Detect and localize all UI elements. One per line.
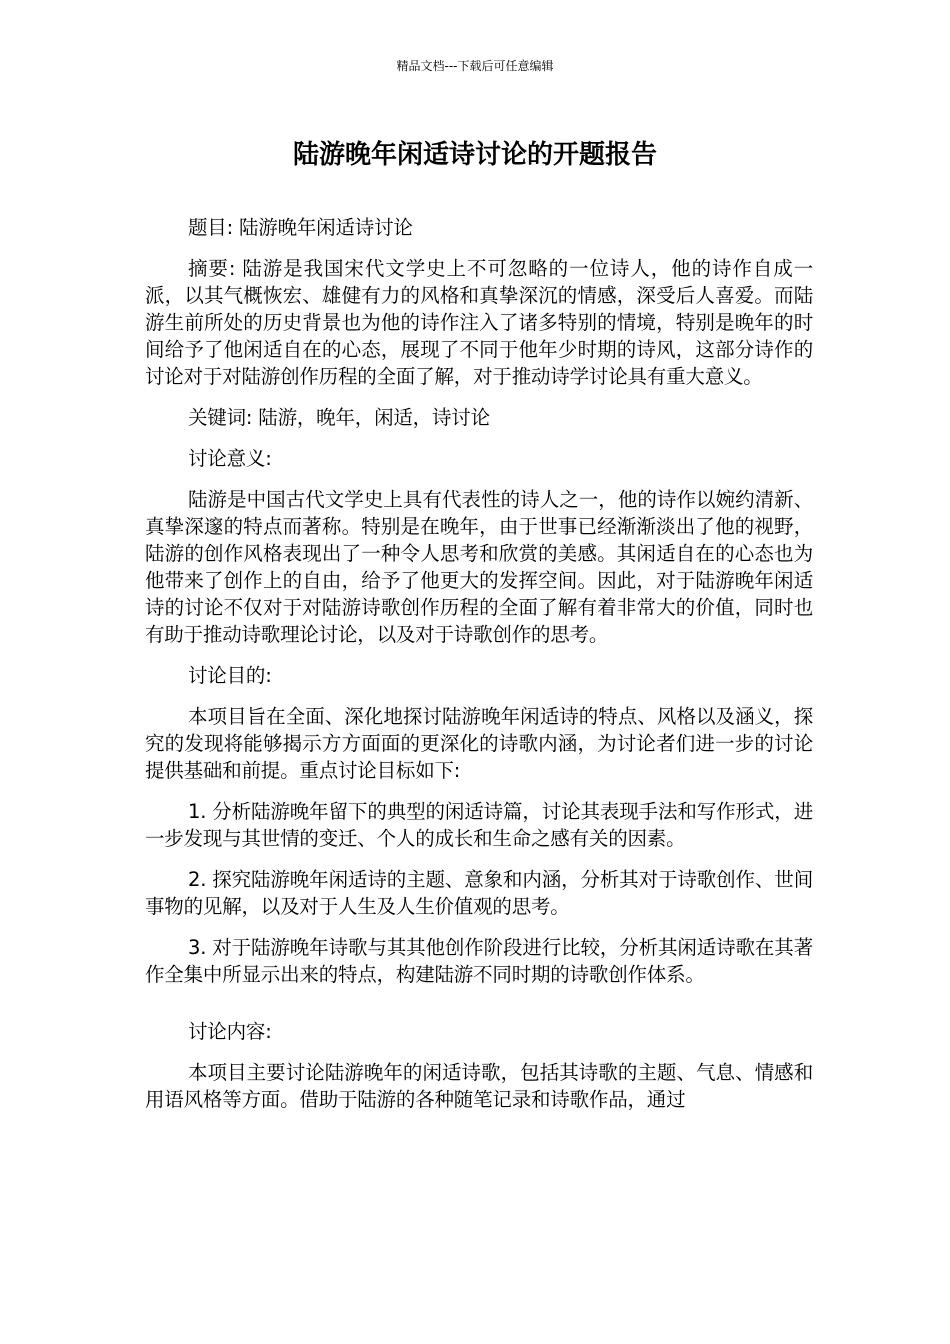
significance-heading: 讨论意义:: [188, 447, 272, 470]
document-title: 陆游晚年闲适诗讨论的开题报告: [292, 140, 657, 170]
content-heading: 讨论内容:: [188, 1020, 272, 1043]
goal-item-2: 2. 探究陆游晚年闲适诗的主题、意象和内涵，分析其对于诗歌创作、世间事物的见解，以及对于人生及人生价值观的思考。: [145, 868, 813, 918]
content-paragraph: 本项目主要讨论陆游晚年的闲适诗歌，包括其诗歌的主题、气息、情感和用语风格等方面。借助于陆游的各种随笔记录和诗歌作品，通过: [145, 1061, 813, 1111]
goal-item-3: 3. 对于陆游晚年诗歌与其其他创作阶段进行比较，分析其闲适诗歌在其著作全集中所显示出来的特点，构建陆游不同时期的诗歌创作体系。: [145, 936, 813, 986]
keywords-paragraph: 关键词: 陆游，晚年，闲适，诗讨论: [188, 406, 490, 429]
topic-paragraph: 题目: 陆游晚年闲适诗讨论: [188, 216, 413, 239]
abstract-paragraph: 摘要: 陆游是我国宋代文学史上不可忽略的一位诗人，他的诗作自成一派，以其气概恢宏、雄健有力的风格和真挚深沉的情感，深受后人喜爱。而陆游生前所处的历史背景也为他的诗作注入了诸多特别的情境，特别是晚年的时间给予了他闲适自在的心态，展现了不同于他年少时期的诗风，这部分诗作的讨论对于对陆游创作历程的全面了解，对于推动诗学讨论具有重大意义。: [145, 257, 813, 388]
purpose-paragraph: 本项目旨在全面、深化地探讨陆游晚年闲适诗的特点、风格以及涵义，探究的发现将能够揭示方方面面的更深化的诗歌内涵，为讨论者们进一步的讨论提供基础和前提。重点讨论目标如下:: [145, 705, 813, 782]
document-body: [145, 214, 813, 1127]
header-note: 精品文档---下载后可任意编辑: [396, 59, 554, 73]
significance-paragraph: 陆游是中国古代文学史上具有代表性的诗人之一，他的诗作以婉约清新、真挚深邃的特点而著称。特别是在晚年，由于世事已经渐渐淡出了他的视野，陆游的创作风格表现出了一种令人思考和欣赏的美感。其闲适自在的心态也为他带来了创作上的自由，给予了他更大的发挥空间。因此，对于陆游晚年闲适诗的讨论不仅对于对陆游诗歌创作历程的全面了解有着非常大的价值，同时也有助于推动诗歌理论讨论，以及对于诗歌创作的思考。: [145, 488, 813, 646]
purpose-heading: 讨论目的:: [188, 664, 272, 687]
goal-item-1: 1. 分析陆游晚年留下的典型的闲适诗篇，讨论其表现手法和写作形式，进一步发现与其世情的变迁、个人的成长和生命之感有关的因素。: [145, 800, 813, 850]
